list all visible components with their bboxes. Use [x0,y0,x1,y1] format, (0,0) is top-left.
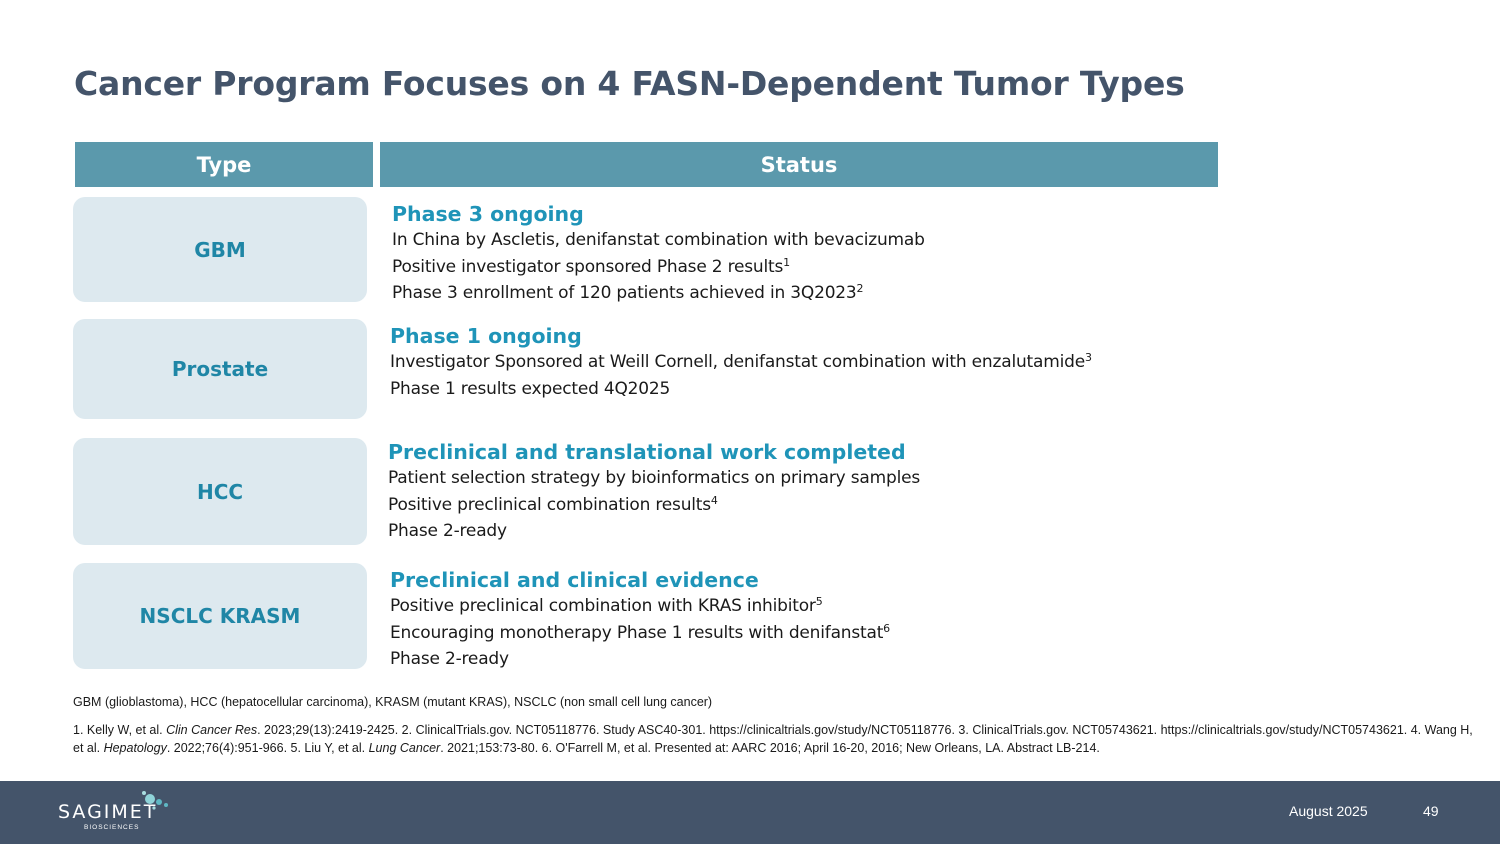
footnote-marker: 5 [815,595,823,608]
header-status: Status [380,142,1218,187]
logo-wordmark: SAGIMET [58,801,158,823]
status-line: Phase 1 results expected 4Q2025 [390,378,671,399]
status-heading: Phase 3 ongoing [392,202,584,226]
footnote-marker: 1 [783,255,790,269]
type-cell-prostate: Prostate [73,319,367,419]
status-line: Phase 3 enrollment of 120 patients achieved in 3Q2023$^2$ [392,282,864,303]
footer-bar [0,781,1500,844]
header-type: Type [75,142,373,187]
status-line: Phase 2-ready [390,649,509,669]
status-cell-nsclc-krasm [390,567,890,673]
status-cell-prostate [390,323,1092,402]
footnote-marker: 2 [856,282,864,295]
status-line: In China by Ascletis, denifanstat combination with bevacizumab [392,230,925,250]
type-cell-nsclc-krasm: NSCLC KRASM [73,563,367,669]
status-heading: Phase 1 ongoing [390,324,582,348]
logo-subtext: BIOSCIENCES [84,824,140,831]
abbreviations-note: GBM (glioblastoma), HCC (hepatocellular carcinoma), KRASM (mutant KRAS), NSCLC (non small cell lung cancer) [73,695,713,709]
slide-title: Cancer Program Focuses on 4 FASN-Dependent Tumor Types [74,64,1185,103]
type-cell-gbm: GBM [73,197,367,302]
footnote-marker: 4 [710,493,718,507]
status-heading: Preclinical and clinical evidence [390,568,759,592]
status-cell-gbm [392,201,925,307]
footer-date: August 2025 [1289,803,1368,819]
status-line: Patient selection strategy by bioinformatics on primary samples [388,468,921,488]
status-line: Phase 2-ready [388,521,507,541]
page-number: 49 [1423,803,1439,819]
status-line: Positive investigator sponsored Phase 2 results$^1$ [392,255,790,277]
status-line: Positive preclinical combination with KRAS inhibitor$^5$ [390,595,823,616]
footnote-marker: 6 [883,621,890,635]
status-line: Encouraging monotherapy Phase 1 results with denifanstat$^6$ [390,621,890,643]
status-line: Positive preclinical combination results$^4$ [388,493,718,515]
company-logo [58,795,188,835]
references: 1. Kelly W, et al. Clin Cancer Res. 2023;29(13):2419-2425. 2. ClinicalTrials.gov. NCT05118776. Study ASC40-301. https://clinicaltrials.gov/study/NCT05118776. 3. ClinicalTrials.gov. NCT05743621. https://clinicaltrials.gov/study/NCT05743621. 4. Wang H, et al. Hepatology. 2022;76(4):951-966. 5. Liu Y, et al. Lung Cancer. 2021;153:73-80. 6. O'Farrell M, et al. Presented at: AARC 2016; April 16-20, 2016; New Orleans, LA. Abstract LB-214. [73,723,1473,755]
status-cell-hcc [388,439,920,545]
footnote-marker: 3 [1084,351,1092,364]
type-cell-hcc: HCC [73,438,367,545]
status-heading: Preclinical and translational work completed [388,440,906,464]
status-line: Investigator Sponsored at Weill Cornell, denifanstat combination with enzalutamide$^3$ [390,351,1092,372]
